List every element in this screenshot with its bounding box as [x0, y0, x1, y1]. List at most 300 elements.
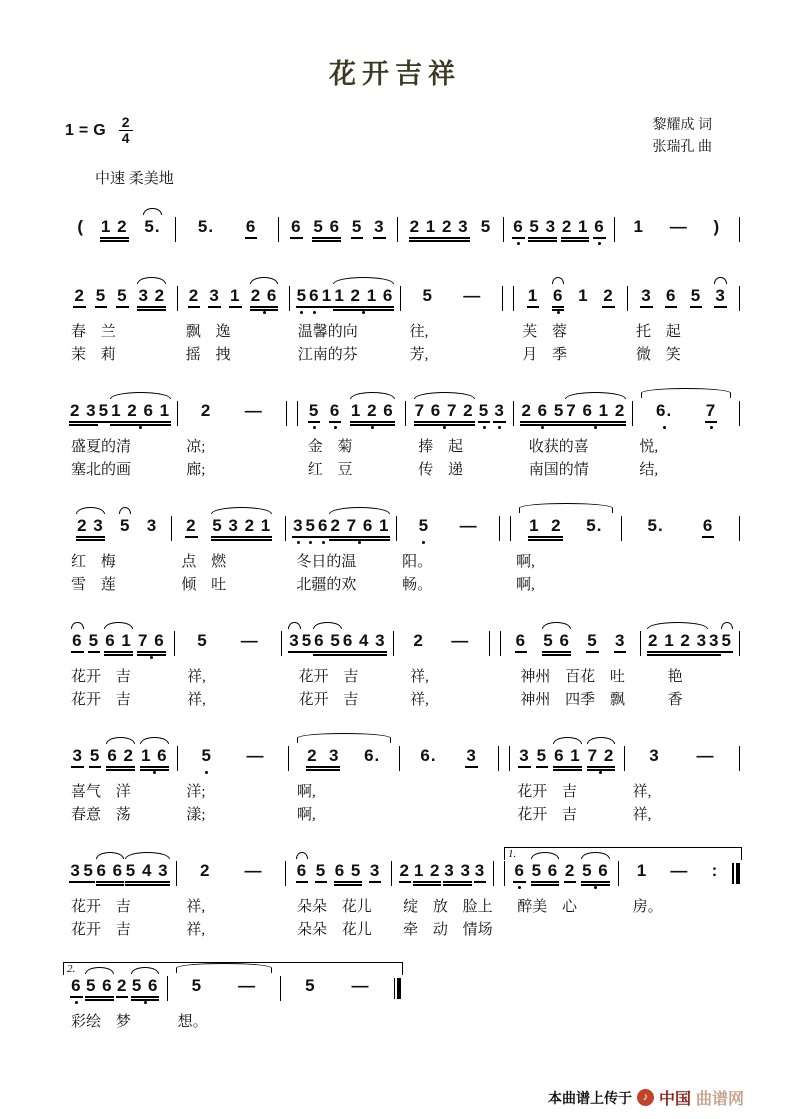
measure: [394, 631, 490, 656]
note-group: 2: [199, 861, 211, 880]
notes-row: [63, 271, 740, 320]
lyric-cell: 花开 吉: [298, 669, 359, 685]
music-note-logo-icon: ♪: [637, 1089, 654, 1106]
measure: [633, 401, 740, 426]
lyric-cell: 花开 吉: [298, 692, 359, 708]
notes-row: [63, 386, 740, 435]
measure: [628, 286, 740, 311]
lyric-cell: 江南的芬: [297, 347, 358, 363]
note-group: 2 3: [306, 746, 340, 771]
note-group: 5: [305, 516, 317, 538]
measure: [279, 217, 397, 242]
note-group: 2 3: [76, 516, 105, 541]
note-group: 1: [321, 286, 333, 308]
note-group: 2: [188, 286, 200, 308]
lyric-cell: 往,: [409, 324, 429, 340]
note-group: 5: [98, 401, 110, 423]
note-group: 1 2: [413, 861, 442, 886]
note-group: 6 5: [334, 861, 363, 886]
note-group: 1 6: [140, 746, 169, 771]
note-group: 6: [70, 976, 82, 998]
measure: [514, 401, 633, 426]
lyric-cell: 神州 四季 飘: [520, 692, 625, 708]
lyric-cell: 祥,: [187, 692, 206, 708]
lyric-cell: [620, 552, 740, 573]
lyric-cell: 房。: [632, 899, 663, 915]
note-group: 2: [413, 631, 424, 650]
key-name: G: [93, 121, 106, 139]
note-group: 2: [200, 401, 212, 420]
note-group: 3: [708, 631, 720, 656]
note-group: 5 3 2 1: [211, 516, 272, 541]
note-group: —: [670, 861, 689, 880]
note-group: 5: [191, 976, 203, 995]
note-group: 1 2: [528, 516, 562, 541]
score: [63, 202, 740, 1033]
note-group: 5.: [144, 217, 161, 236]
note-group: —: [696, 746, 715, 765]
lyric-cell: 南国的情: [528, 462, 589, 478]
note-group: 5: [480, 217, 492, 236]
note-group: 3: [493, 401, 505, 423]
note-group: —: [246, 746, 265, 765]
note-group: 3: [288, 631, 300, 653]
volta-label: 1.: [508, 848, 517, 860]
note-group: 3: [614, 631, 626, 653]
lyric-cell: 花开 吉: [517, 807, 578, 823]
measure: [406, 401, 514, 426]
measure: [63, 217, 176, 242]
note-group: 1 2: [100, 217, 129, 242]
measure: [63, 746, 178, 771]
note-group: 6: [329, 401, 341, 423]
lyric-cell: 花开 吉: [71, 899, 131, 915]
lyric-row: [63, 322, 740, 343]
note-group: 5: [88, 631, 100, 653]
lyric-cell: 祥,: [632, 784, 652, 800]
lyric-cell: 花开 吉: [71, 669, 131, 685]
note-group: 6: [317, 516, 329, 538]
note-group: 2 3: [69, 401, 98, 426]
lyric-cell: 花开 吉: [517, 784, 578, 800]
notes-row: [63, 202, 740, 251]
note-group: —: [244, 401, 263, 420]
note-group: 1: [633, 217, 644, 236]
note-group: 5: [296, 286, 308, 308]
note-group: 6: [593, 217, 605, 239]
site-name-bold: 中国: [658, 1091, 691, 1108]
measure: [178, 746, 289, 771]
lyric-cell: 春意 荡: [71, 807, 131, 823]
lyric-row: [63, 552, 740, 573]
measure: [172, 516, 286, 541]
measure: [63, 401, 178, 426]
note-group: 5: [536, 746, 548, 768]
lyric-cell: 花开 吉: [71, 922, 131, 938]
notes-row: [63, 501, 740, 550]
measure: [509, 746, 625, 771]
composer-credit: 张瑞孔 曲: [652, 140, 712, 155]
note-group: 7 6 7 2: [414, 401, 475, 426]
note-group: 2 7 6 1: [329, 516, 390, 541]
lyric-cell: 结,: [639, 462, 659, 478]
note-group: 6.: [656, 401, 673, 420]
note-group: 5: [418, 516, 430, 535]
measure: [504, 217, 614, 242]
note-group: 6 2: [106, 746, 135, 771]
note-group: 3 2: [137, 286, 166, 311]
lyric-cell: 盛夏的清: [71, 439, 132, 455]
lyric-cell: 祥,: [187, 669, 206, 685]
note-group: 6: [308, 286, 320, 308]
note-group: :: [711, 861, 719, 880]
lyric-cell: 神州 百花 吐: [520, 669, 625, 685]
note-group: 3: [474, 861, 486, 883]
lyric-cell: 温馨的向: [297, 324, 358, 340]
lyric-cell: 金 菊: [307, 439, 353, 455]
lyricist-credit: 黎耀成 词: [652, 118, 712, 133]
lyric-row: [63, 460, 740, 481]
note-group: 2: [73, 286, 85, 308]
system: [63, 731, 740, 826]
lyric-cell: 北疆的欢: [296, 577, 357, 593]
lyric-cell: 啊,: [297, 784, 316, 800]
note-group: 5: [315, 861, 327, 883]
lyric-cell: 花开 吉: [71, 692, 131, 708]
lyric-cell: 廊;: [186, 462, 206, 478]
note-group: 5 3: [528, 217, 557, 242]
meta-row: [65, 115, 740, 159]
note-group: —: [459, 516, 478, 535]
note-group: —: [669, 217, 688, 236]
lyric-row: [63, 782, 740, 803]
lyric-row: [63, 690, 740, 711]
lyric-row: [63, 437, 740, 458]
note-group: 5 6: [581, 861, 610, 886]
note-group: ): [713, 217, 721, 236]
note-group: 2: [116, 976, 128, 998]
system: [63, 961, 402, 1033]
measure: [63, 631, 175, 656]
lyric-cell: 红 豆: [307, 462, 353, 478]
note-group: 5: [422, 286, 433, 305]
lyric-cell: 传 递: [418, 462, 464, 478]
note-group: 6.: [420, 746, 437, 765]
notes-row: [63, 616, 740, 665]
lyric-cell: 香: [667, 692, 683, 708]
system: [63, 202, 740, 251]
lyric-cell: 彩绘 梦: [71, 1014, 131, 1030]
lyric-cell: 红 梅: [71, 554, 116, 570]
note-group: 3: [465, 746, 477, 768]
meter-beats: 2: [119, 115, 133, 131]
measure: [178, 286, 290, 311]
lyric-cell: 祥,: [410, 669, 429, 685]
note-group: 6 5: [313, 631, 342, 656]
measure: [401, 286, 503, 311]
note-group: 1 2 6 1: [110, 401, 171, 426]
lyric-cell: 朵朵 花儿: [297, 899, 372, 915]
note-group: 1 2 6: [350, 401, 395, 426]
note-group: 6: [513, 861, 525, 883]
measure: [510, 516, 622, 541]
note-group: 5 6: [312, 217, 341, 242]
note-group: 7 6: [137, 631, 166, 656]
measure: [500, 631, 641, 656]
measure: [290, 286, 402, 311]
note-group: 6: [296, 861, 308, 883]
lyric-row: [63, 920, 740, 941]
lyric-cell: 阳。: [402, 554, 433, 570]
note-group: 1: [527, 286, 539, 308]
lyric-cell: 祥,: [186, 922, 206, 938]
note-group: 5: [89, 746, 101, 768]
note-group: 6: [702, 516, 714, 538]
note-group: 5: [95, 286, 107, 308]
note-group: 6 1: [104, 631, 133, 656]
lyric-cell: 绽 放 脸上: [403, 899, 493, 915]
note-group: 1: [229, 286, 241, 308]
note-group: 5 4 3: [125, 861, 170, 886]
note-group: 6: [245, 217, 257, 239]
measure: [504, 861, 619, 886]
lyric-cell: 月 季: [522, 347, 567, 363]
lyric-cell: [625, 920, 740, 941]
lyric-cell: 摇 拽: [185, 347, 231, 363]
note-group: 3: [649, 746, 660, 765]
note-group: 5: [305, 976, 316, 995]
note-group: 5: [82, 861, 94, 883]
measure: [641, 631, 740, 656]
note-group: 6 1: [553, 746, 582, 771]
key-signature: [65, 115, 133, 146]
note-group: 3: [373, 217, 385, 239]
credits: [653, 115, 713, 159]
note-group: 5: [721, 631, 733, 653]
lyric-cell: [400, 782, 499, 803]
measure: [615, 217, 740, 242]
note-group: 5: [301, 631, 313, 653]
note-group: 6: [665, 286, 677, 308]
lyric-cell: 春 兰: [71, 324, 116, 340]
lyric-row: [63, 667, 740, 688]
note-group: 3: [369, 861, 381, 883]
note-group: 5 6: [531, 861, 560, 886]
notes-row: [63, 731, 740, 780]
note-group: —: [238, 976, 257, 995]
equals-sign: =: [78, 121, 89, 139]
lyric-cell: 祥,: [410, 692, 429, 708]
note-group: 2 6 5: [520, 401, 565, 426]
measure: [281, 976, 401, 1001]
note-group: 3: [518, 746, 530, 768]
lyric-cell: 捧 起: [418, 439, 464, 455]
note-group: 7: [705, 401, 717, 423]
note-group: 7 2: [587, 746, 616, 771]
system: [63, 501, 740, 596]
lyric-cell: [509, 920, 624, 941]
lyric-cell: 点 燃: [181, 554, 227, 570]
lyric-cell: 微 笑: [636, 347, 681, 363]
measure: [168, 976, 281, 1001]
note-group: 5 6: [542, 631, 571, 656]
note-group: 5: [586, 631, 598, 653]
lyric-cell: 醉美 心: [517, 899, 578, 915]
note-group: 2 1 2 3: [647, 631, 708, 656]
note-group: 7 6 1 2: [565, 401, 626, 426]
lyric-cell: 祥,: [186, 899, 206, 915]
lyric-cell: [286, 1012, 402, 1033]
note-group: 2 6: [250, 286, 279, 311]
lyric-cell: 朵朵 花儿: [297, 922, 372, 938]
lyric-cell: 收获的喜: [528, 439, 589, 455]
measure: [176, 217, 279, 242]
lyric-cell: 喜气 洋: [71, 784, 131, 800]
note-group: 6: [552, 286, 564, 311]
volta-bracket: [63, 962, 403, 975]
lyric-cell: 洋;: [186, 784, 206, 800]
note-group: 6: [71, 631, 83, 653]
measure: [286, 861, 391, 886]
lyric-row: [63, 345, 740, 366]
measure: [619, 861, 740, 886]
lyric-row: [63, 805, 740, 826]
system: [63, 846, 740, 941]
note-group: 1: [578, 286, 589, 305]
lyric-cell: 想。: [177, 1014, 208, 1030]
measure: [177, 861, 287, 886]
note-group: 3: [71, 746, 83, 768]
note-group: —: [244, 861, 263, 880]
volta-label: 2.: [67, 963, 76, 975]
lyric-row: [63, 575, 740, 596]
note-group: 6 6: [96, 861, 125, 886]
note-group: 5 6: [85, 976, 114, 1001]
note-group: —: [451, 631, 470, 650]
measure: [63, 861, 177, 886]
measure: [400, 746, 499, 771]
note-group: 2: [602, 286, 614, 308]
meter-unit: 4: [121, 130, 130, 146]
note-group: 6: [290, 217, 302, 239]
note-group: 5 6: [131, 976, 160, 1001]
site-name-light: 曲谱网: [695, 1091, 744, 1108]
measure: [63, 976, 168, 1001]
note-group: 2: [399, 861, 411, 883]
lyric-cell: 悦,: [639, 439, 659, 455]
lyric-cell: [620, 575, 740, 596]
measure: [286, 516, 397, 541]
note-group: 5: [690, 286, 702, 308]
measure: [63, 516, 172, 541]
lyric-cell: 芳,: [409, 347, 429, 363]
volta-bracket: [504, 847, 742, 860]
measure: [513, 286, 628, 311]
lyric-cell: 茉 莉: [71, 347, 116, 363]
measure: [282, 631, 393, 656]
lyric-cell: 艳: [667, 669, 683, 685]
measure: [392, 861, 495, 886]
lyric-cell: 芙 蓉: [522, 324, 567, 340]
lyric-cell: 牵 动 情场: [403, 922, 493, 938]
measure: [625, 746, 740, 771]
note-group: 5: [201, 746, 212, 765]
note-group: 3: [146, 516, 158, 535]
note-group: 6: [515, 631, 527, 653]
time-signature: [119, 115, 133, 146]
note-group: 2: [185, 516, 197, 538]
lyric-cell: 畅。: [402, 577, 433, 593]
note-group: 2 1: [561, 217, 590, 242]
lyric-cell: 啊,: [516, 577, 535, 593]
note-group: 5: [351, 217, 363, 239]
lyric-cell: [400, 805, 499, 826]
note-group: 2 1 2 3: [409, 217, 470, 242]
note-group: (: [77, 217, 85, 236]
note-group: 5.: [197, 217, 215, 236]
lyric-cell: 冬日的温: [296, 554, 357, 570]
lyric-cell: 倾 吐: [181, 577, 227, 593]
lyric-cell: 托 起: [636, 324, 681, 340]
note-group: 5: [120, 516, 131, 535]
note-group: 3: [208, 286, 220, 308]
note-group: —: [351, 976, 370, 995]
measure: [398, 217, 505, 242]
note-group: 1: [636, 861, 648, 880]
note-group: 2: [564, 861, 576, 883]
note-group: 3: [69, 861, 81, 883]
measure: [297, 401, 406, 426]
note-group: 3: [714, 286, 726, 308]
note-group: 6 4 3: [342, 631, 387, 656]
measure: [289, 746, 400, 771]
note-group: 5.: [647, 516, 664, 535]
note-group: 6.: [364, 746, 381, 765]
measure: [63, 286, 178, 311]
note-group: 5: [197, 631, 208, 650]
lyric-cell: 祥,: [632, 807, 652, 823]
note-group: 5.: [586, 516, 603, 535]
system: [63, 271, 740, 366]
note-group: 3: [640, 286, 652, 308]
song-title: 花开吉祥: [329, 59, 461, 89]
note-group: 1 2 1 6: [333, 286, 394, 311]
lyric-cell: 啊,: [297, 807, 316, 823]
measure: [178, 401, 286, 426]
note-group: 5: [478, 401, 490, 423]
lyric-cell: 凉;: [186, 439, 206, 455]
lyric-cell: 雪 莲: [71, 577, 116, 593]
lyric-cell: 飘 逸: [185, 324, 231, 340]
scale-degree: 1: [65, 121, 74, 139]
tempo-marking: 中速 柔美地: [95, 171, 174, 187]
system: [63, 386, 740, 481]
note-group: 5: [308, 401, 320, 423]
lyric-cell: 漾;: [186, 807, 206, 823]
lyric-row: [63, 1012, 402, 1033]
note-group: —: [240, 631, 259, 650]
note-group: 5: [116, 286, 128, 308]
measure: [397, 516, 499, 541]
watermark: [548, 1086, 744, 1109]
note-group: 3: [292, 516, 304, 538]
measure: [175, 631, 282, 656]
watermark-prefix: 本曲谱上传于: [547, 1089, 632, 1106]
lyric-row: [63, 897, 740, 918]
lyric-cell: 塞北的画: [71, 462, 132, 478]
lyric-cell: 啊,: [516, 554, 535, 570]
system: [63, 616, 740, 711]
